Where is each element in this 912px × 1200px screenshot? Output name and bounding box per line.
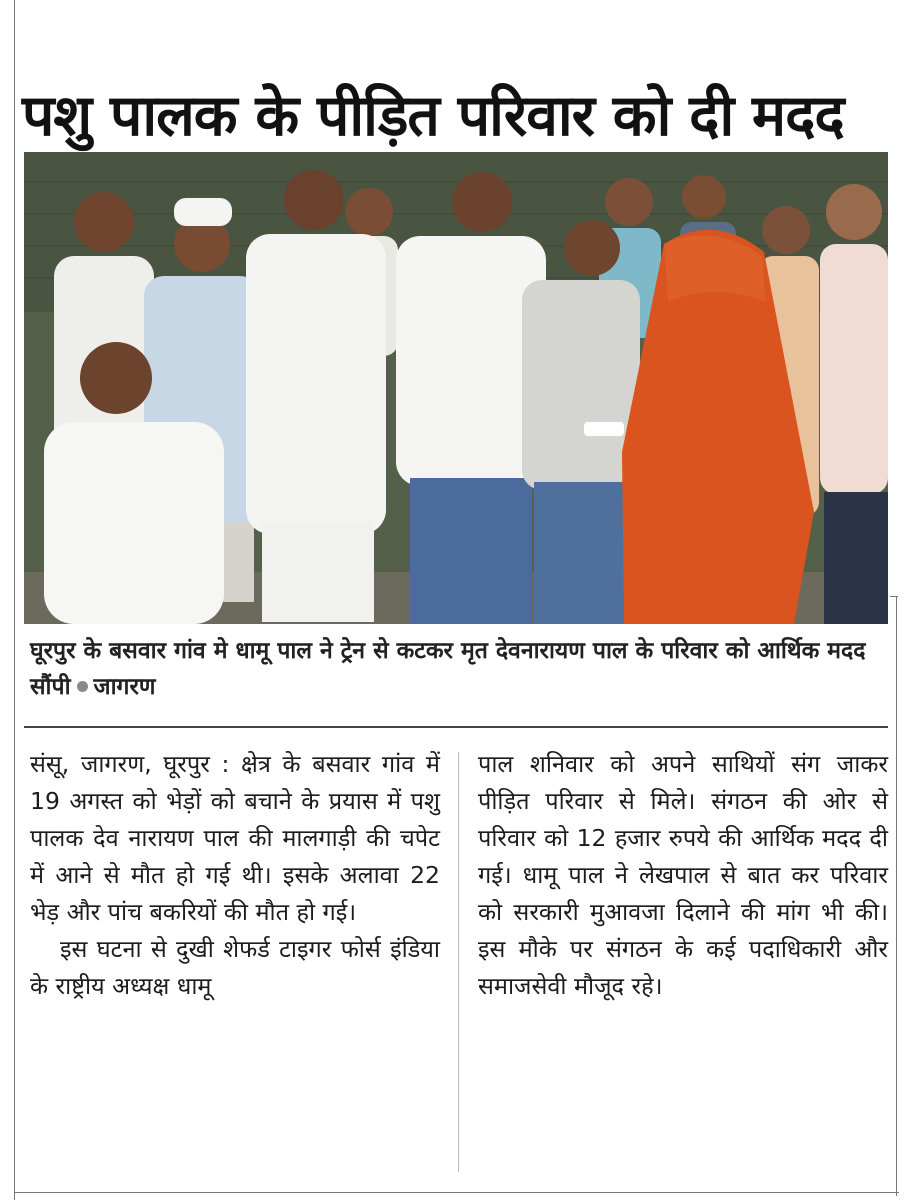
column-divider <box>458 752 459 1172</box>
article-column-left <box>30 746 440 1005</box>
caption-bullet-icon <box>77 681 88 692</box>
group-photo-illustration <box>24 152 888 624</box>
article-paragraph-3: पाल शनिवार को अपने साथियों संग जाकर पीड़ित परिवार से मिले। संगठन की ओर से परिवार को 12 हजार रुपये की आर्थिक मदद दी गई। धामू पाल ने लेखपाल से बात कर परिवार को सरकारी मुआवजा दिलाने की मांग भी की। इस मौके पर संगठन के कई पदाधिकारी और समाजसेवी मौजूद रहे। <box>478 750 888 1000</box>
caption-divider <box>24 726 888 728</box>
photo-caption <box>30 633 880 705</box>
caption-credit: जागरण <box>93 674 156 700</box>
clipping-left-border <box>14 0 15 1200</box>
clipping-bottom-border <box>14 1192 899 1193</box>
clipping-right-border <box>896 596 897 1196</box>
article-paragraph-2: इस घटना से दुखी शेफर्ड टाइगर फोर्स इंडिया के राष्ट्रीय अध्यक्ष धामू <box>30 935 440 1000</box>
caption-text: घूरपुर के बसवार गांव मे धामू पाल ने ट्रेन से कटकर मृत देवनारायण पाल के परिवार को आर्थिक मदद सौंपी <box>30 638 866 700</box>
article-paragraph-1: संसू, जागरण, घूरपुर : क्षेत्र के बसवार गांव में 19 अगस्त को भेड़ों को बचाने के प्रयास में पशु पालक देव नारायण पाल की मालगाड़ी की चपेट में आने से मौत हो गई थी। इसके अलावा 22 भेड़ और पांच बकरियों की मौत हो गई। <box>30 750 440 926</box>
article-column-right <box>478 746 888 1005</box>
headline: पशु पालक के पीड़ित परिवार को दी मदद <box>22 83 844 150</box>
news-photo <box>24 152 888 624</box>
